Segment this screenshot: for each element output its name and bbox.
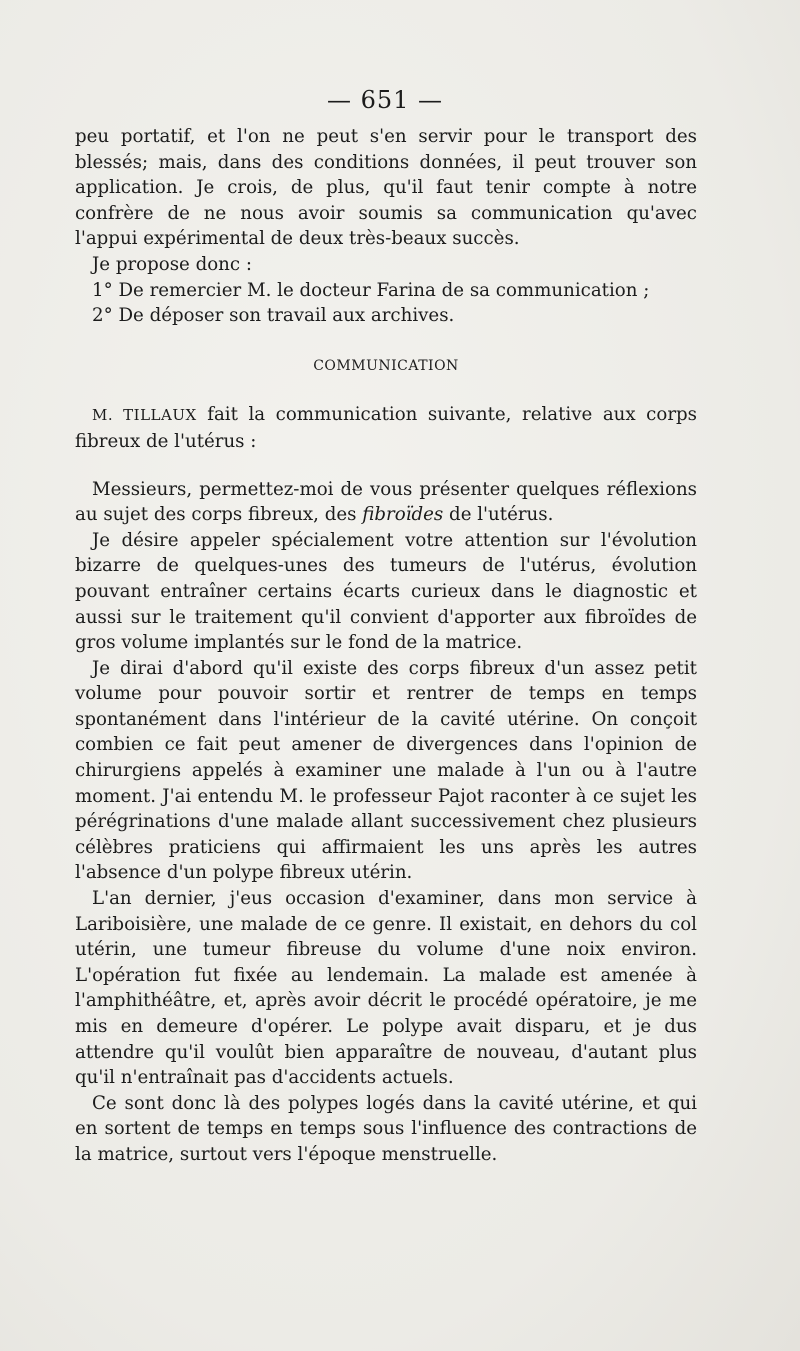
paragraph-lariboisiere: L'an dernier, j'eus occasion d'examiner, dans mon service à Lariboisière, une malade de ce genre. Il existait, en dehors du col utérin, une tumeur fibreuse du volume d'une noix environ. L'opération fut fixée au lendemain. La malade est amenée à l'amphithéâtre, et, après avoir décrit le procédé opératoire, je me mis en demeure d'opérer. Le polype avait disparu, et je dus attendre qu'il voulût bien apparaître de nouveau, d'autant plus qu'il n'entraînait pas d'accidents actuels. xyxy=(75,888,697,1089)
paragraph-propose: Je propose donc : xyxy=(92,253,252,275)
speaker-name: M. TILLAUX xyxy=(92,406,197,425)
paragraph-messieurs-end: de l'utérus. xyxy=(443,504,554,526)
page-number: — 651 — xyxy=(326,86,444,114)
paragraph-corps-fibreux: Je dirai d'abord qu'il existe des corps fibreux d'un assez petit volume pour pouvoir sortir et rentrer de temps en temps spontanément dans l'intérieur de la cavité utérine. On conçoit combien ce fait peut amener de divergences dans l'opinion de chirurgiens appelés à examiner une malade à l'un ou à l'autre moment. J'ai entendu M. le professeur Pajot raconter à ce sujet les pérégrinations d'une malade allant successivement chez plusieurs célèbres praticiens qui affirmaient les uns après les autres l'absence d'un polype fibreux utérin. xyxy=(75,657,697,884)
italic-term: fibroïdes xyxy=(362,504,444,526)
communication-intro-text: fait la communication suivante, relative aux corps fibreux de l'utérus : xyxy=(75,404,697,452)
section-heading: COMMUNICATION xyxy=(313,357,459,374)
communication-intro xyxy=(75,402,697,454)
list-item-2: 2° De déposer son travail aux archives. xyxy=(92,305,455,327)
body-text xyxy=(75,124,697,1168)
paragraph-polypes: Ce sont donc là des polypes logés dans la cavité utérine, et qui en sortent de temps en temps sous l'influence des contractions de la matrice, surtout vers l'époque menstruelle. xyxy=(75,1092,697,1165)
paragraph-continuation: peu portatif, et l'on ne peut s'en servir pour le transport des blessés; mais, dans des conditions données, il peut trouver son application. Je crois, de plus, qu'il faut tenir compte à notre confrère de ne nous avoir soumis sa communication qu'avec l'appui expérimental de deux très-beaux succès. xyxy=(75,126,697,250)
paragraph-messieurs-start: Messieurs, permettez-moi de vous présenter quelques réflexions au sujet des corps fibreux, des xyxy=(75,478,697,526)
spacer xyxy=(75,455,697,477)
paragraph-evolution: Je désire appeler spécialement votre attention sur l'évolution bizarre de quelques-unes des tumeurs de l'utérus, évolution pouvant entraîner certains écarts curieux dans le diagnostic et aussi sur le traitement qu'il convient d'apporter aux fibroïdes de gros volume implantés sur le fond de la matrice. xyxy=(75,529,697,654)
paragraph-messieurs xyxy=(75,477,697,528)
list-item-1: 1° De remercier M. le docteur Farina de sa communication ; xyxy=(92,279,650,301)
